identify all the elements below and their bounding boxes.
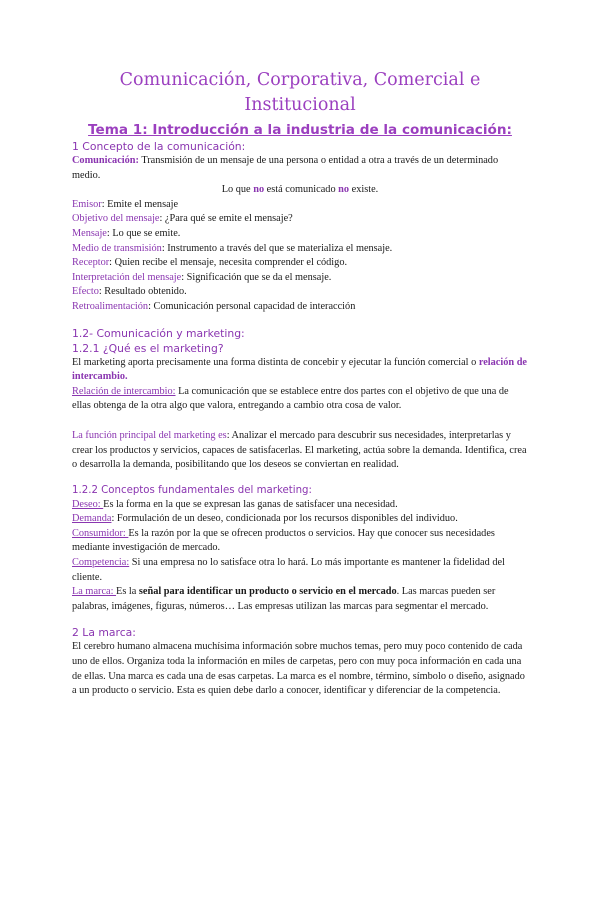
funcion-label: La función principal del marketing es <box>72 429 227 441</box>
term-emisor <box>72 198 528 213</box>
term-label: Receptor <box>72 257 110 269</box>
term-efecto <box>72 285 528 300</box>
quote-no-1: no <box>253 184 265 196</box>
quote-line <box>72 183 528 198</box>
term-retroalimentacion <box>72 300 528 315</box>
term-text: : Significación que se da el mensaje. <box>181 271 332 283</box>
communication-definition <box>72 154 528 183</box>
competencia-text: Si una empresa no lo satisface otra lo hará. Lo más importante es mantener la fidelidad del cliente. <box>72 557 505 583</box>
term-text: : Quien recibe el mensaje, necesita comprender el código. <box>109 257 348 269</box>
term-label: Objetivo del mensaje <box>72 213 160 225</box>
term-text: : Lo que se emite. <box>106 227 181 239</box>
intercambio-text: La comunicación que se establece entre dos partes con el objetivo de que una de ellas obtenga de la otra algo que valora, entregando a cambio otra cosa de valor. <box>72 385 509 412</box>
term-text: : Comunicación personal capacidad de interacción <box>148 300 356 312</box>
funcion-text: : Analizar el mercado para descubrir sus necesidades, interpretarlas y crear los productos y servicios, capaces de satisfacerlas. El marketing, actúa sobre la demanda. Identifica, crea o desarrolla la demanda, posibilitando que los deseos se conviertan en realidad. <box>72 429 527 471</box>
quote-no-2: no <box>338 184 350 196</box>
demanda-paragraph <box>72 512 528 527</box>
term-mensaje <box>72 227 528 242</box>
marca-bold: señal para identificar un producto o servicio en el mercado <box>138 586 397 598</box>
term-medio <box>72 242 528 257</box>
intercambio-label: Relación de intercambio: <box>72 385 176 397</box>
quote-part: está comunicado <box>264 184 339 196</box>
term-label: Efecto <box>72 286 99 298</box>
section-1-heading: 1 Concepto de la comunicación: <box>72 140 246 153</box>
term-label: Emisor <box>72 198 102 210</box>
communication-text: Transmisión de un mensaje de una persona o entidad a otra a través de un determinado medio. <box>72 155 499 181</box>
demanda-text: : Formulación de un deseo, condicionada por los recursos disponibles del individuo. <box>111 513 458 525</box>
section-1-2-2-heading: 1.2.2 Conceptos fundamentales del marketing: <box>72 484 312 496</box>
topic-title: Tema 1: Introducción a la industria de la comunicación: <box>88 122 512 138</box>
marca-text: . Las marcas pueden ser palabras, imágenes, figuras, números… Las empresas utilizan las marcas para segmentar el mercado. <box>72 586 496 612</box>
term-text: : Resultado obtenido. <box>98 286 187 298</box>
marca-text: Es la <box>116 586 139 598</box>
section-1-2-1-heading: 1.2.1 ¿Qué es el marketing? <box>72 341 224 355</box>
section-1-2-heading: 1.2- Comunicación y marketing: <box>72 326 245 340</box>
intercambio-paragraph <box>72 385 528 414</box>
marca-section-paragraph: El cerebro humano almacena muchísima información sobre muchos temas, pero muy poco contenido de cada uno de ellos. Organiza toda la información en miles de carpetas, pero con muy poca información en cada una de ellas. Una marca es cada una de esas carpetas. La marca es el nombre, término, símbolo o diseño, asignado a un producto o servicio. Esta es quien debe darlo a conocer, identificar y diferenciar de la competencia. <box>72 641 525 697</box>
consumidor-paragraph <box>72 527 528 556</box>
competencia-label: Competencia: <box>72 557 130 569</box>
term-interpretacion <box>72 271 528 286</box>
consumidor-label: Consumidor: <box>72 527 129 539</box>
document-title: Comunicación, Corporativa, Comercial e Institucional <box>119 70 481 115</box>
deseo-label: Deseo: <box>72 498 104 510</box>
term-objetivo <box>72 212 528 227</box>
section-2-heading: 2 La marca: <box>72 626 136 640</box>
marketing-bold: relación de intercambio. <box>72 356 527 383</box>
quote-part: Lo que <box>221 184 254 196</box>
deseo-paragraph <box>72 498 528 513</box>
term-label: Medio de transmisión <box>72 242 162 254</box>
marca-paragraph <box>72 585 528 614</box>
competencia-paragraph <box>72 556 528 585</box>
term-label: Retroalimentación <box>72 300 149 312</box>
marketing-text: El marketing aporta precisamente una forma distinta de concebir y ejecutar la función comercial o <box>72 356 479 368</box>
term-text: : ¿Para qué se emite el mensaje? <box>159 213 293 225</box>
quote-part: existe. <box>349 184 379 196</box>
document-page <box>0 68 600 916</box>
demanda-label: Demanda <box>72 513 112 525</box>
term-label: Mensaje <box>72 227 107 239</box>
marca-label: La marca: <box>72 586 117 598</box>
term-text: : Emite el mensaje <box>101 198 179 210</box>
term-label: Interpretación del mensaje <box>72 271 182 283</box>
communication-label: Comunicación: <box>72 155 139 166</box>
term-receptor <box>72 256 528 271</box>
term-text: : Instrumento a través del que se materializa el mensaje. <box>161 242 393 254</box>
consumidor-text: Es la razón por la que se ofrecen productos o servicios. Hay que conocer sus necesidades mediante investigación de mercado. <box>72 527 495 554</box>
marketing-paragraph <box>72 356 528 385</box>
deseo-text: Es la forma en la que se expresan las ganas de satisfacer una necesidad. <box>103 498 398 510</box>
funcion-paragraph <box>72 429 528 473</box>
